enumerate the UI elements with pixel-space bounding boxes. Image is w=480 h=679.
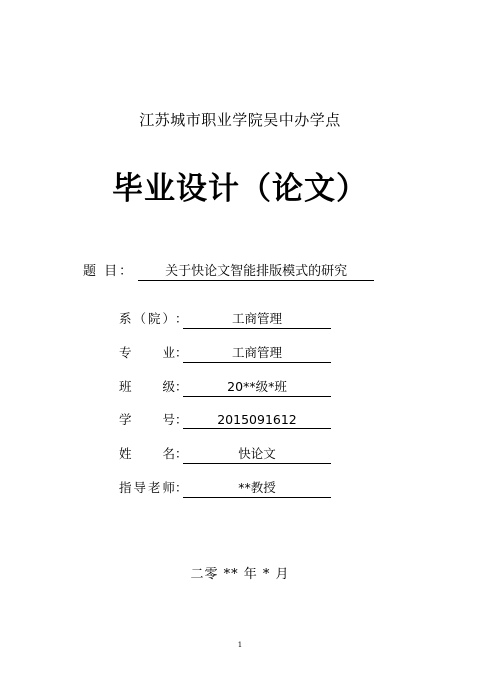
field-row-department — [119, 309, 331, 329]
field-value-class: 20**级*班 — [183, 377, 331, 397]
field-colon: ： — [175, 379, 188, 394]
submission-date: 二零 ** 年 * 月 — [190, 567, 290, 582]
school-name: 江苏城市职业学院吴中办学点 — [139, 111, 341, 129]
field-colon: ： — [175, 446, 188, 461]
field-value-name: 快论文 — [183, 444, 331, 464]
field-row-advisor — [119, 478, 331, 498]
field-label: 指导老师 — [119, 480, 175, 495]
field-colon: ： — [175, 480, 188, 495]
field-value-advisor: **教授 — [183, 478, 331, 498]
field-row-name — [119, 444, 331, 464]
document-title: 毕业设计（论文） — [112, 171, 368, 207]
topic-value: 关于快论文智能排版模式的研究 — [138, 260, 374, 281]
field-colon: ： — [175, 412, 188, 427]
topic-row — [83, 260, 374, 281]
field-row-class — [119, 377, 331, 397]
field-row-major — [119, 343, 331, 363]
field-label: 专 业 — [119, 345, 175, 360]
topic-label: 题 目： — [83, 264, 135, 279]
field-value-department: 工商管理 — [183, 309, 331, 329]
field-label: 姓 名 — [119, 446, 175, 461]
field-value-student-id: 2015091612 — [183, 412, 331, 429]
field-colon: ： — [175, 345, 188, 360]
field-label: 系（院） — [119, 311, 175, 326]
field-colon: ： — [175, 311, 188, 326]
field-label: 学 号 — [119, 412, 175, 427]
field-label: 班 级 — [119, 379, 175, 394]
page-number: 1 — [237, 641, 243, 649]
field-row-student-id — [119, 410, 331, 429]
field-value-major: 工商管理 — [183, 343, 331, 363]
